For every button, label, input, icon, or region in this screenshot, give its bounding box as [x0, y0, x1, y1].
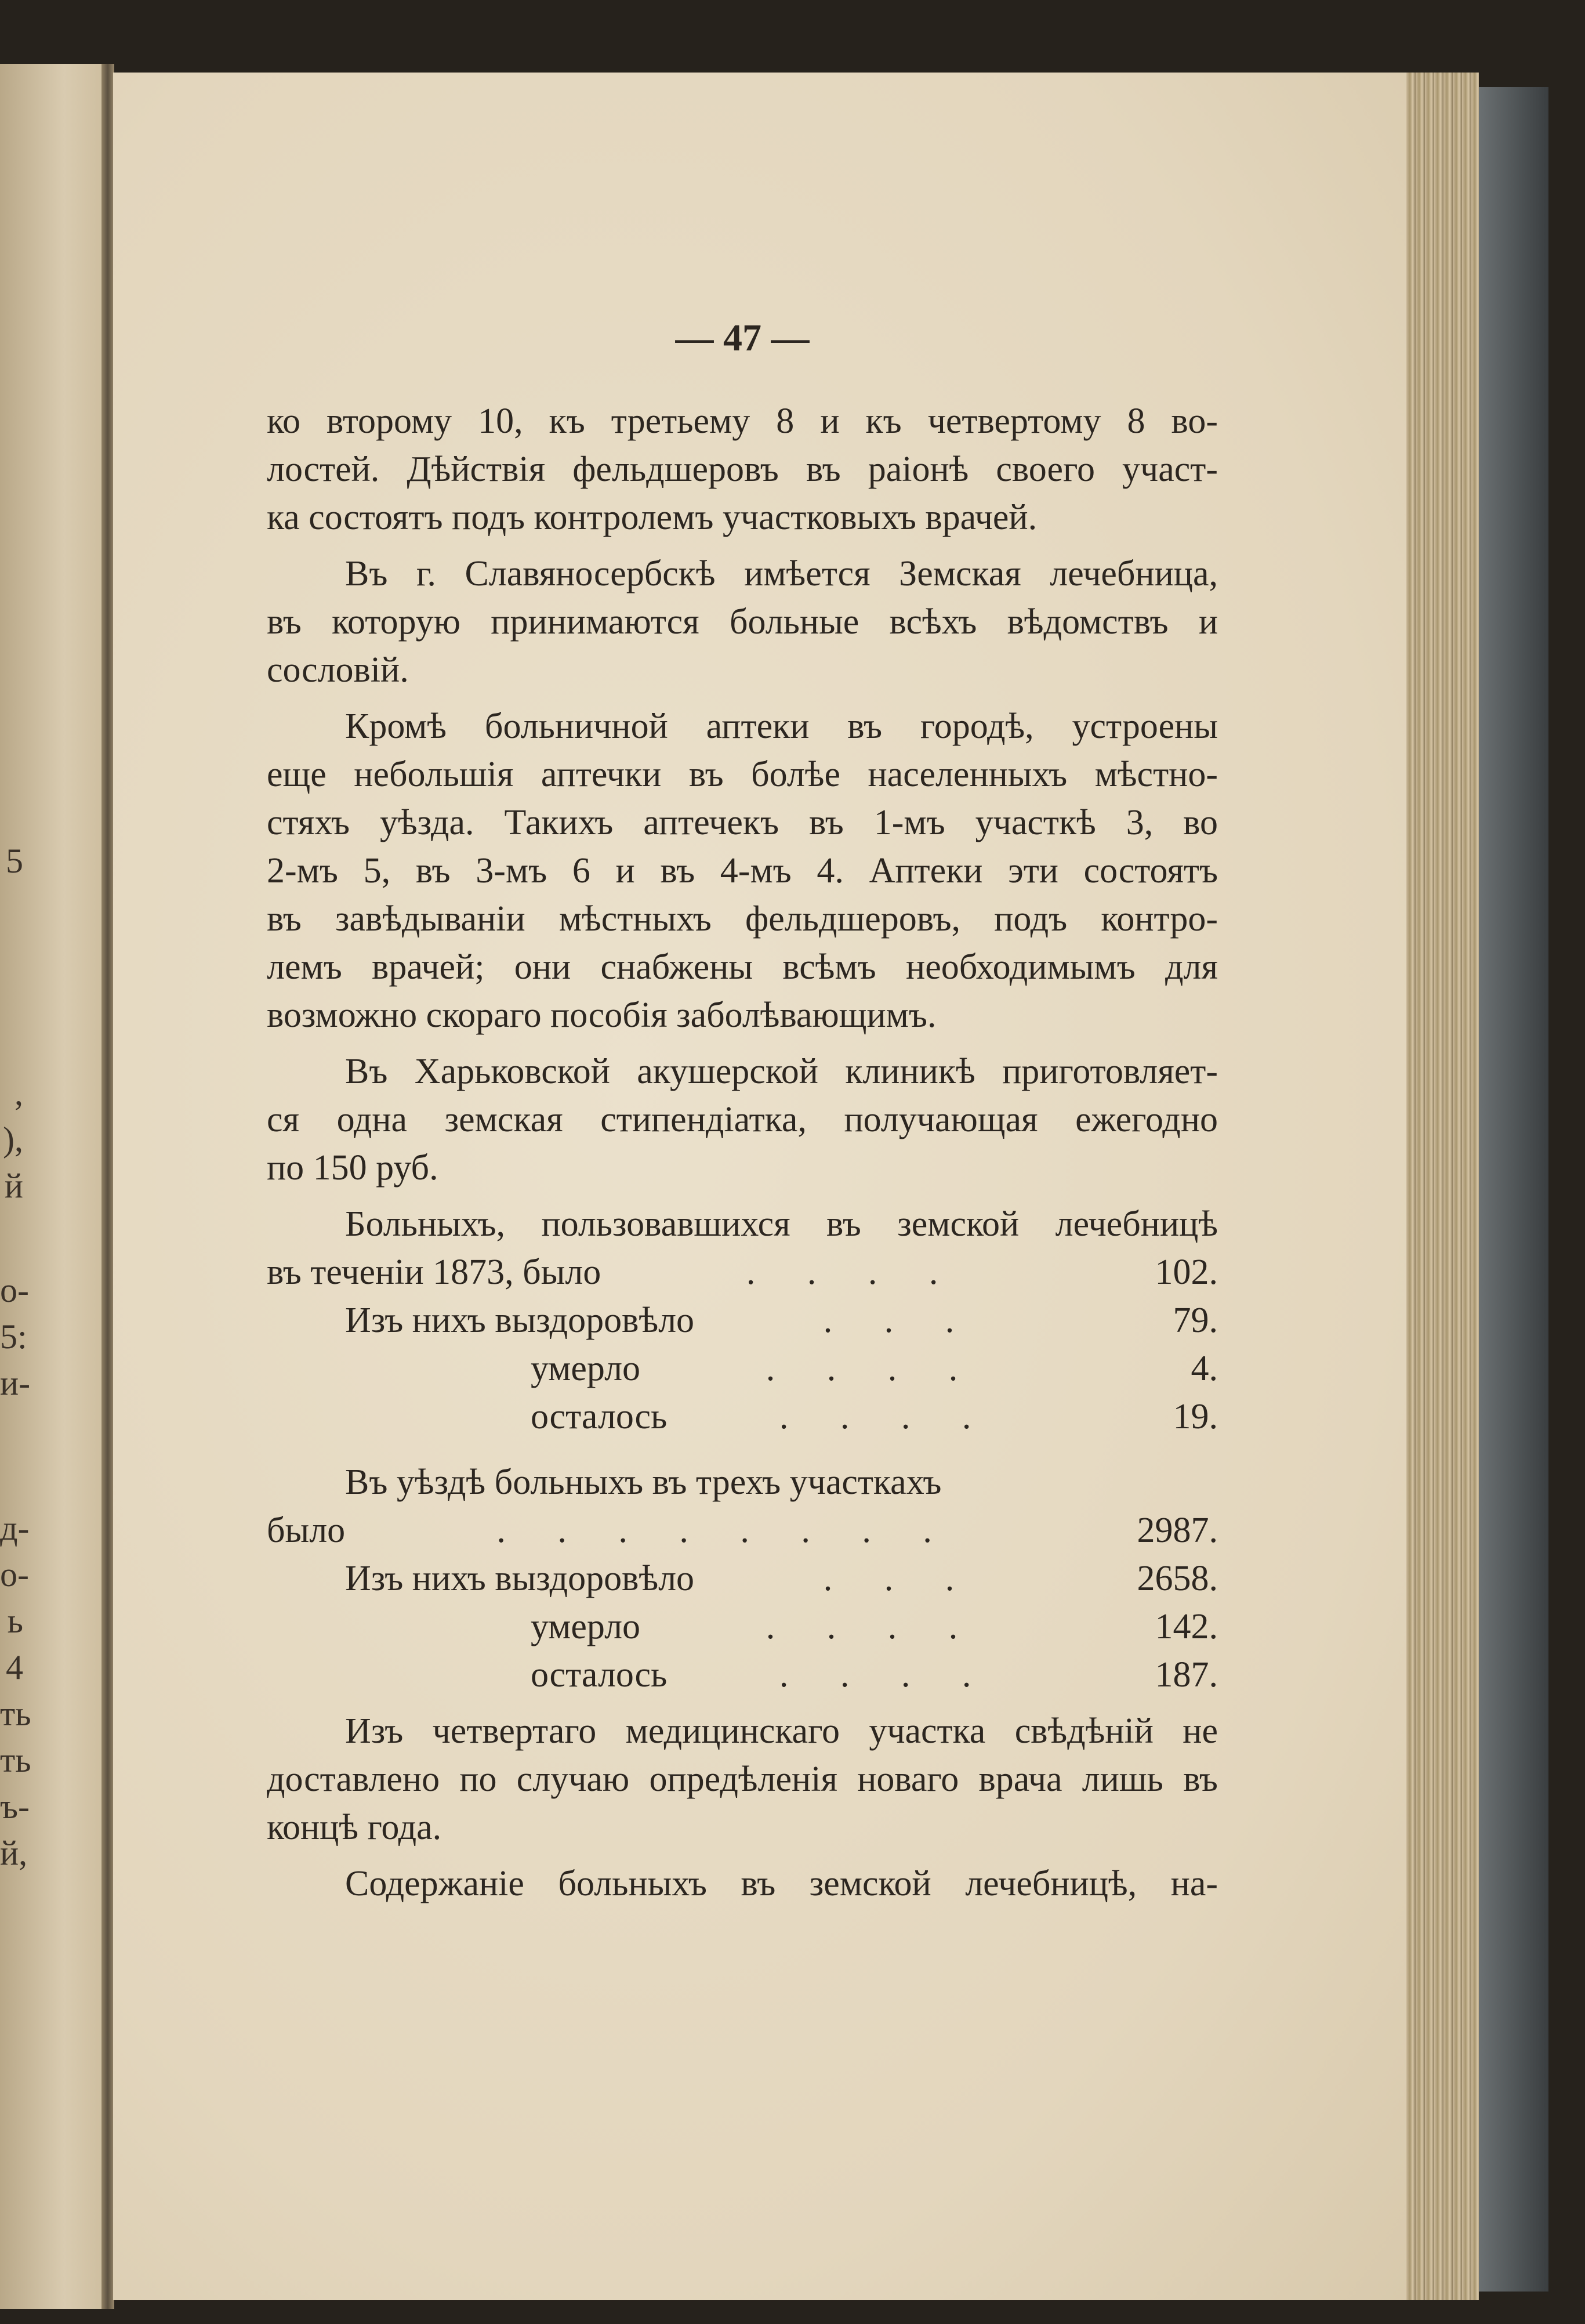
leader-dots: . . . .: [766, 1607, 959, 1646]
stat-label: умерло: [531, 1607, 641, 1646]
stat-value: 187.: [1155, 1655, 1218, 1695]
leader-dots: . . . .: [779, 1397, 973, 1436]
margin-fragment: о-: [0, 1271, 29, 1309]
text-line: Въ г. Славяносербскѣ имѣется Земская лечебница,: [345, 554, 1218, 593]
text-line: въ завѣдываніи мѣстныхъ фельдшеровъ, подъ контро-: [267, 899, 1218, 939]
stat-row: [267, 1555, 1218, 1603]
page-body: [267, 397, 1218, 1916]
text-line: ка состоятъ подъ контролемъ участковыхъ врачей.: [267, 498, 1038, 537]
stat-row: [267, 1651, 1218, 1699]
stat-label: было: [267, 1511, 346, 1550]
stat-label: осталось: [531, 1397, 668, 1436]
district-stats: [267, 1458, 1218, 1699]
text-line: стяхъ уѣзда. Такихъ аптечекъ въ 1-мъ участкѣ 3, во: [267, 803, 1218, 842]
margin-fragment: 5: [6, 842, 23, 880]
stat-value: 19.: [1173, 1397, 1218, 1436]
text-line: Въ Харьковской акушерской клиникѣ приготовляет-: [345, 1052, 1218, 1091]
stat-label: Изъ нихъ выздоровѣло: [345, 1559, 695, 1598]
margin-fragment: ъ-: [0, 1787, 30, 1826]
text-line: Больныхъ, пользовавшихся въ земской лечебницѣ: [345, 1204, 1218, 1244]
text-line: Въ уѣздѣ больныхъ въ трехъ участкахъ: [345, 1463, 942, 1502]
margin-fragment: д-: [0, 1509, 30, 1547]
paragraph: [267, 397, 1218, 542]
margin-fragment: ть: [0, 1741, 31, 1779]
text-line: 2-мъ 5, въ 3-мъ 6 и въ 4-мъ 4. Аптеки эти состоятъ: [267, 851, 1218, 890]
stat-value: 102.: [1155, 1253, 1218, 1292]
stat-label: осталось: [531, 1655, 668, 1695]
page-number: — 47 —: [675, 317, 810, 359]
margin-fragment: ,: [14, 1074, 23, 1112]
stat-row: [267, 1393, 1218, 1441]
text-line: ся одна земская стипендіатка, получающая ежегодно: [267, 1100, 1218, 1139]
book-cover: [1479, 87, 1548, 2292]
stat-row: [267, 1507, 1218, 1555]
margin-fragment: о-: [0, 1555, 29, 1594]
stat-value: 2658.: [1137, 1559, 1218, 1598]
page-edges: [1406, 73, 1479, 2300]
paragraph: [267, 1048, 1218, 1192]
margin-fragment: ть: [0, 1695, 31, 1733]
stat-label: Изъ нихъ выздоровѣло: [345, 1301, 695, 1340]
text-line: сословій.: [267, 650, 409, 690]
text-line: возможно скораго пособія заболѣвающимъ.: [267, 996, 937, 1035]
leader-dots: . . .: [823, 1559, 956, 1598]
paragraph: [267, 703, 1218, 1040]
margin-fragment: й: [4, 1167, 23, 1205]
text-line: Кромѣ больничной аптеки въ городѣ, устроены: [345, 707, 1218, 746]
stat-row: [267, 1345, 1218, 1393]
margin-fragment: ),: [3, 1120, 23, 1159]
hospital-stats: [267, 1200, 1218, 1441]
paragraph: [267, 1860, 1218, 1908]
paragraph: [267, 1707, 1218, 1852]
text-line: доставлено по случаю опредѣленія новаго врача лишь въ: [267, 1760, 1218, 1799]
leader-dots: . . . .: [779, 1655, 973, 1695]
stat-value: 79.: [1173, 1301, 1218, 1340]
text-line: концѣ года.: [267, 1808, 442, 1847]
text-line: лостей. Дѣйствія фельдшеровъ въ раіонѣ своего участ-: [267, 450, 1218, 489]
margin-fragment: 5:: [0, 1317, 27, 1356]
stat-row: [267, 1297, 1218, 1345]
stat-value: 2987.: [1137, 1511, 1218, 1550]
leader-dots: . . .: [823, 1301, 956, 1340]
margin-fragment: й,: [0, 1834, 28, 1872]
left-page-remnant: [0, 64, 107, 2309]
stat-row: [267, 1248, 1218, 1297]
text-line: по 150 руб.: [267, 1148, 438, 1188]
stat-label: въ теченіи 1873, было: [267, 1253, 601, 1292]
stat-value: 4.: [1191, 1349, 1218, 1388]
leader-dots: . . . . . . . .: [496, 1511, 933, 1550]
paragraph: [267, 550, 1218, 694]
text-line: Изъ четвертаго медицинскаго участка свѣдѣній не: [345, 1711, 1218, 1751]
margin-fragment: 4: [6, 1648, 23, 1686]
text-line: Содержаніе больныхъ въ земской лечебницѣ, на-: [345, 1864, 1218, 1903]
stat-value: 142.: [1155, 1607, 1218, 1646]
text-line: ко второму 10, къ третьему 8 и къ четвертому 8 во-: [267, 401, 1218, 441]
margin-fragment: и-: [0, 1364, 31, 1402]
stat-row: [267, 1603, 1218, 1651]
book-spine: [101, 64, 114, 2309]
leader-dots: . . . .: [766, 1349, 959, 1388]
text-line: въ которую принимаются больные всѣхъ вѣдомствъ и: [267, 602, 1218, 642]
text-line: лемъ врачей; они снабжены всѣмъ необходимымъ для: [267, 947, 1218, 987]
margin-fragment: ь: [7, 1602, 23, 1640]
leader-dots: . . . .: [746, 1253, 940, 1292]
text-line: еще небольшія аптечки въ болѣе населенныхъ мѣстно-: [267, 755, 1218, 794]
stat-label: умерло: [531, 1349, 641, 1388]
